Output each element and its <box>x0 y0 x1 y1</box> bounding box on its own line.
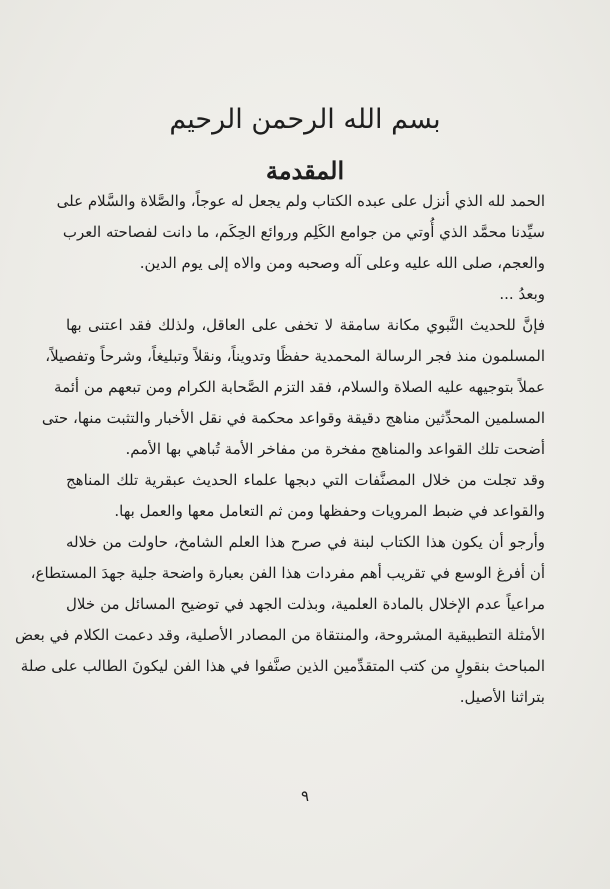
page-number: ٩ <box>300 787 310 805</box>
text-line: أضحت تلك القواعد والمناهج مفخرة من مفاخر الأمة تُباهي بها الأمم. <box>125 440 545 458</box>
text-line: المسلمون منذ فجر الرسالة المحمدية حفظًا وتدويناً، ونقلاً وتبليغاً، وشرحاً وتفصيلاً، <box>45 347 545 365</box>
text-line: فإنَّ للحديث النَّبوي مكانة سامقة لا تخفى على العاقل، ولذلك فقد اعتنى بها <box>66 316 545 334</box>
text-line: والقواعد في ضبط المرويات وحفظها ومن ثم التعامل معها والعمل بها. <box>114 502 545 520</box>
text-line: وقد تجلت من خلال المصنَّفات التي دبجها علماء الحديث عبقرية تلك المناهج <box>66 471 545 489</box>
text-line: المسلمين المحدِّثين مناهج دقيقة وقواعد محكمة في نقل الأخبار والتثبت منها، حتى <box>41 409 545 427</box>
text-line: وبعدُ ... <box>499 285 545 303</box>
basmala-heading: بسم الله الرحمن الرحيم <box>169 104 441 135</box>
section-title: المقدمة <box>265 156 345 185</box>
text-line: وأرجو أن يكون هذا الكتاب لبنة في صرح هذا العلم الشامخ، حاولت من خلاله <box>66 533 545 551</box>
text-line: مراعياً عدم الإخلال بالمادة العلمية، وبذلت الجهد في توضيح المسائل من خلال <box>66 595 545 613</box>
text-line: والعجم، صلى الله عليه وعلى آله وصحبه ومن والاه إلى يوم الدين. <box>139 254 545 272</box>
text-line: بتراثنا الأصيل. <box>459 688 545 706</box>
text-line: عملاً بتوجيهه عليه الصلاة والسلام، فقد التزم الصَّحابة الكرام ومن تبعهم من أئمة <box>54 378 545 396</box>
body-text <box>15 186 545 713</box>
text-line: المباحث بنقولٍ من كتب المتقدِّمين الذين صنَّفوا في هذا الفن ليكونَ الطالب على صلة <box>20 657 545 675</box>
text-line: الأمثلة التطبيقية المشروحة، والمنتقاة من المصادر الأصلية، وقد دعمت الكلام في بعض <box>15 626 545 644</box>
text-line: سيِّدنا محمَّد الذي أُوتي من جوامع الكَلِم وروائع الحِكَم، ما دانت لفصاحته العرب <box>62 223 545 241</box>
text-line: أن أفرغ الوسع في تقريب أهم مفردات هذا الفن بعبارة واضحة جلية جهدَ المستطاع، <box>30 564 545 582</box>
text-line: الحمد لله الذي أنزل على عبده الكتاب ولم يجعل له عوجاً، والصَّلاة والسَّلام على <box>56 192 545 210</box>
